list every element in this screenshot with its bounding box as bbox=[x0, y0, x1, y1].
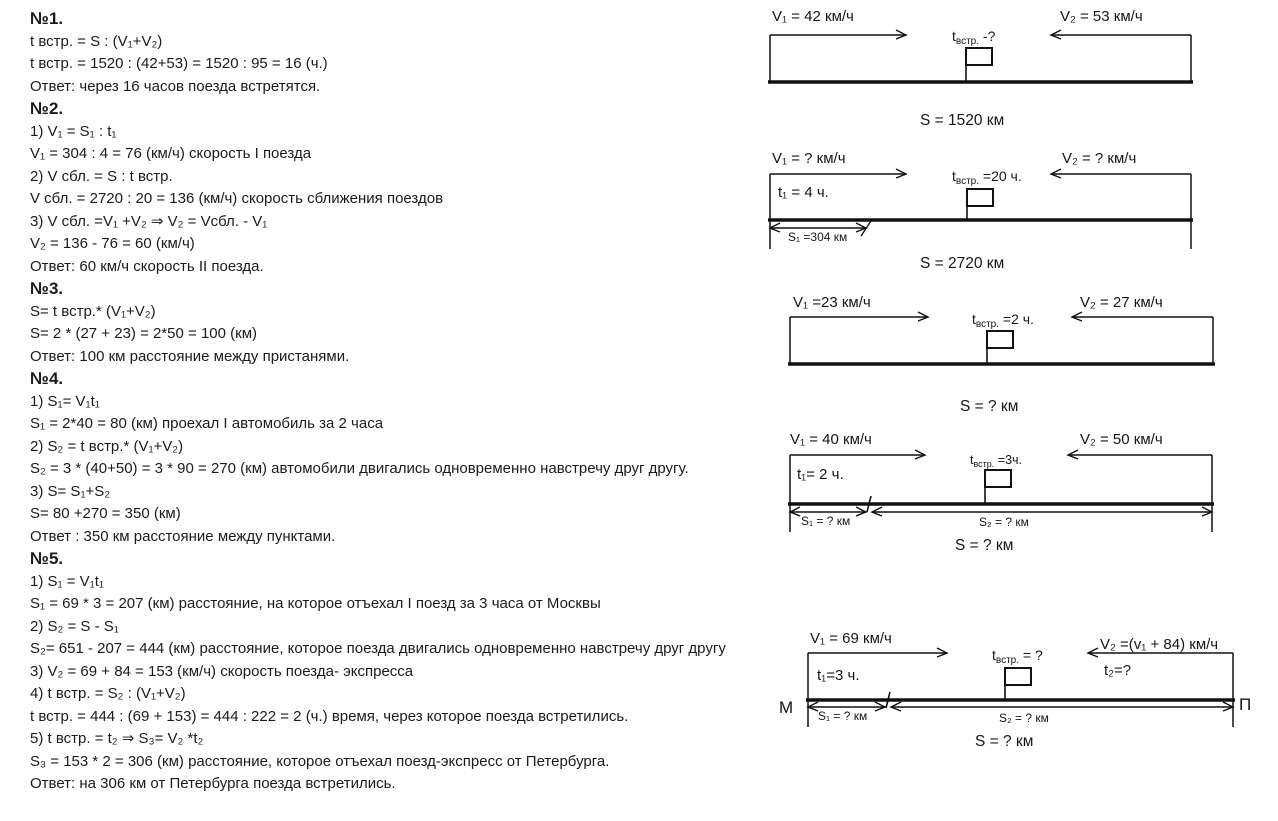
problem-heading: №3. bbox=[30, 279, 64, 298]
problem-heading: №4. bbox=[30, 369, 64, 388]
t-sub: встр. bbox=[975, 319, 1000, 330]
problem-heading: №1. bbox=[30, 9, 64, 28]
solution-line: S= t встр.* (V₁+V₂) bbox=[30, 302, 156, 320]
t-base: t bbox=[970, 453, 974, 467]
solution-line: t встр. = 444 : (69 + 153) = 444 : 222 = 2 (ч.) время, через которое поезда встретились. bbox=[30, 707, 629, 725]
solution-line: Ответ: 60 км/ч скорость II поезда. bbox=[30, 257, 264, 275]
solution-line: 1) S₁ = V₁t₁ bbox=[30, 572, 104, 590]
diagram4-v1-speed-label: V₁ = 40 км/ч bbox=[790, 431, 872, 448]
solution-line: Ответ: 100 км расстояние между пристанями. bbox=[30, 347, 350, 365]
solution-line: 3) S= S₁+S₂ bbox=[30, 482, 111, 500]
diagram3-v1-speed-label: V₁ =23 км/ч bbox=[793, 294, 871, 311]
diagram2-t1-label: t₁ = 4 ч. bbox=[778, 184, 829, 201]
diagram4-meet-time-label bbox=[970, 453, 1022, 469]
solution-line: S= 80 +270 = 350 (км) bbox=[30, 505, 181, 522]
t-sub: встр. bbox=[995, 655, 1020, 666]
t-rest: =20 ч. bbox=[979, 168, 1022, 184]
solution-line: 1) S₁= V₁t₁ bbox=[30, 392, 100, 410]
solution-line: t встр. = S : (V₁+V₂) bbox=[30, 32, 163, 50]
diagram5-s2-label: S₂ = ? км bbox=[999, 711, 1049, 725]
solution-line: 2) V сбл. = S : t встр. bbox=[30, 167, 173, 185]
diagram4-s2-label: S₂ = ? км bbox=[979, 515, 1029, 529]
t-base: t bbox=[992, 647, 996, 663]
diagram3-v2-speed-label: V₂ = 27 км/ч bbox=[1080, 294, 1163, 311]
solution-line: 1) V₁ = S₁ : t₁ bbox=[30, 122, 117, 140]
solution-line: 2) S₂ = t встр.* (V₁+V₂) bbox=[30, 437, 184, 455]
diagram3-distance-label: S = ? км bbox=[960, 398, 1019, 415]
diagram1-meet-time-label bbox=[952, 28, 995, 47]
solution-line: S₁ = 2*40 = 80 (км) проехал I автомобиль за 2 часа bbox=[30, 415, 384, 432]
solution-line: S₂ = 3 * (40+50) = 3 * 90 = 270 (км) автомобили двигались одновременно навстречу друг другу. bbox=[30, 460, 689, 477]
meeting-flag bbox=[987, 331, 1013, 348]
diagram1-distance-label: S = 1520 км bbox=[920, 112, 1005, 129]
t-sub: встр. bbox=[955, 36, 980, 47]
meeting-flag bbox=[985, 470, 1011, 487]
t-rest: =2 ч. bbox=[999, 311, 1034, 327]
solution-line: Ответ : 350 км расстояние между пунктами. bbox=[30, 527, 336, 545]
solution-line: S₁ = 69 * 3 = 207 (км) расстояние, на которое отъехал I поезд за 3 часа от Москвы bbox=[30, 595, 601, 612]
solution-line: 3) V сбл. =V₁ +V₂ ⇒ V₂ = Vсбл. - V₁ bbox=[30, 212, 268, 230]
solution-line: V₁ = 304 : 4 = 76 (км/ч) скорость I поезда bbox=[30, 145, 312, 162]
diagram5-meet-time-label bbox=[992, 647, 1043, 666]
t-rest: -? bbox=[979, 28, 996, 44]
diagram5-moscow-point-label: М bbox=[779, 698, 794, 717]
solution-line: S₃ = 153 * 2 = 306 (км) расстояние, которое отъехал поезд-экспресс от Петербурга. bbox=[30, 752, 610, 770]
solution-line: S₂= 651 - 207 = 444 (км) расстояние, которое поезда двигались одновременно навстречу друг другу bbox=[30, 640, 726, 657]
diagram5-distance-label: S = ? км bbox=[975, 733, 1034, 750]
solution-line: t встр. = 1520 : (42+53) = 1520 : 95 = 16 (ч.) bbox=[30, 55, 328, 72]
meeting-flag bbox=[1005, 668, 1031, 685]
solution-line: 4) t встр. = S₂ : (V₁+V₂) bbox=[30, 685, 186, 702]
problem-heading: №5. bbox=[30, 549, 64, 568]
diagram1-v2-speed-label: V₂ = 53 км/ч bbox=[1060, 8, 1143, 25]
solution-line: V сбл. = 2720 : 20 = 136 (км/ч) скорость сближения поездов bbox=[30, 190, 444, 207]
t-rest: =3ч. bbox=[994, 453, 1023, 467]
solution-line: V₂ = 136 - 76 = 60 (км/ч) bbox=[30, 235, 195, 252]
solution-line: 2) S₂ = S - S₁ bbox=[30, 617, 119, 635]
diagram1-v1-speed-label: V₁ = 42 км/ч bbox=[772, 8, 854, 25]
solution-line: S= 2 * (27 + 23) = 2*50 = 100 (км) bbox=[30, 325, 258, 342]
diagram4-distance-label: S = ? км bbox=[955, 537, 1014, 554]
t-sub: встр. bbox=[955, 176, 980, 187]
diagram5-v2-speed-label: V₂ =(v₁ + 84) км/ч bbox=[1100, 636, 1219, 653]
t-base: t bbox=[972, 311, 976, 327]
diagram2-distance-label: S = 2720 км bbox=[920, 255, 1005, 272]
t-base: t bbox=[952, 168, 956, 184]
t-rest: = ? bbox=[1019, 647, 1043, 663]
diagram3-meet-time-label bbox=[972, 311, 1034, 330]
diagram5-t2-label: t₂=? bbox=[1104, 662, 1132, 679]
diagram4-t1-label: t₁= 2 ч. bbox=[797, 466, 844, 483]
meeting-flag bbox=[966, 48, 992, 65]
solution-line: 3) V₂ = 69 + 84 = 153 (км/ч) скорость поезда- экспресса bbox=[30, 662, 414, 680]
diagram5-t1-label: t₁=3 ч. bbox=[817, 667, 860, 684]
t-sub: встр. bbox=[973, 459, 995, 469]
diagram5-v1-speed-label: V₁ = 69 км/ч bbox=[810, 630, 892, 647]
diagram2-v1-speed-label: V₁ = ? км/ч bbox=[772, 150, 846, 167]
t-base: t bbox=[952, 28, 956, 44]
meeting-flag bbox=[967, 189, 993, 206]
solution-line: 5) t встр. = t₂ ⇒ S₃= V₂ *t₂ bbox=[30, 730, 204, 747]
diagram5-petersburg-point-label: П bbox=[1239, 695, 1252, 714]
diagram4-s1-label: S₁ = ? км bbox=[801, 514, 851, 528]
diagram4-v2-speed-label: V₂ = 50 км/ч bbox=[1080, 431, 1163, 448]
solution-line: Ответ: через 16 часов поезда встретятся. bbox=[30, 77, 321, 95]
solution-line: Ответ: на 306 км от Петербурга поезда встретились. bbox=[30, 775, 396, 792]
diagram2-s1-label: S₁ =304 км bbox=[788, 230, 848, 244]
diagram2-meet-time-label bbox=[952, 168, 1022, 187]
problem-heading: №2. bbox=[30, 99, 64, 118]
diagram2-v2-speed-label: V₂ = ? км/ч bbox=[1062, 150, 1137, 167]
diagram5-s1-label: S₁ = ? км bbox=[818, 709, 868, 723]
